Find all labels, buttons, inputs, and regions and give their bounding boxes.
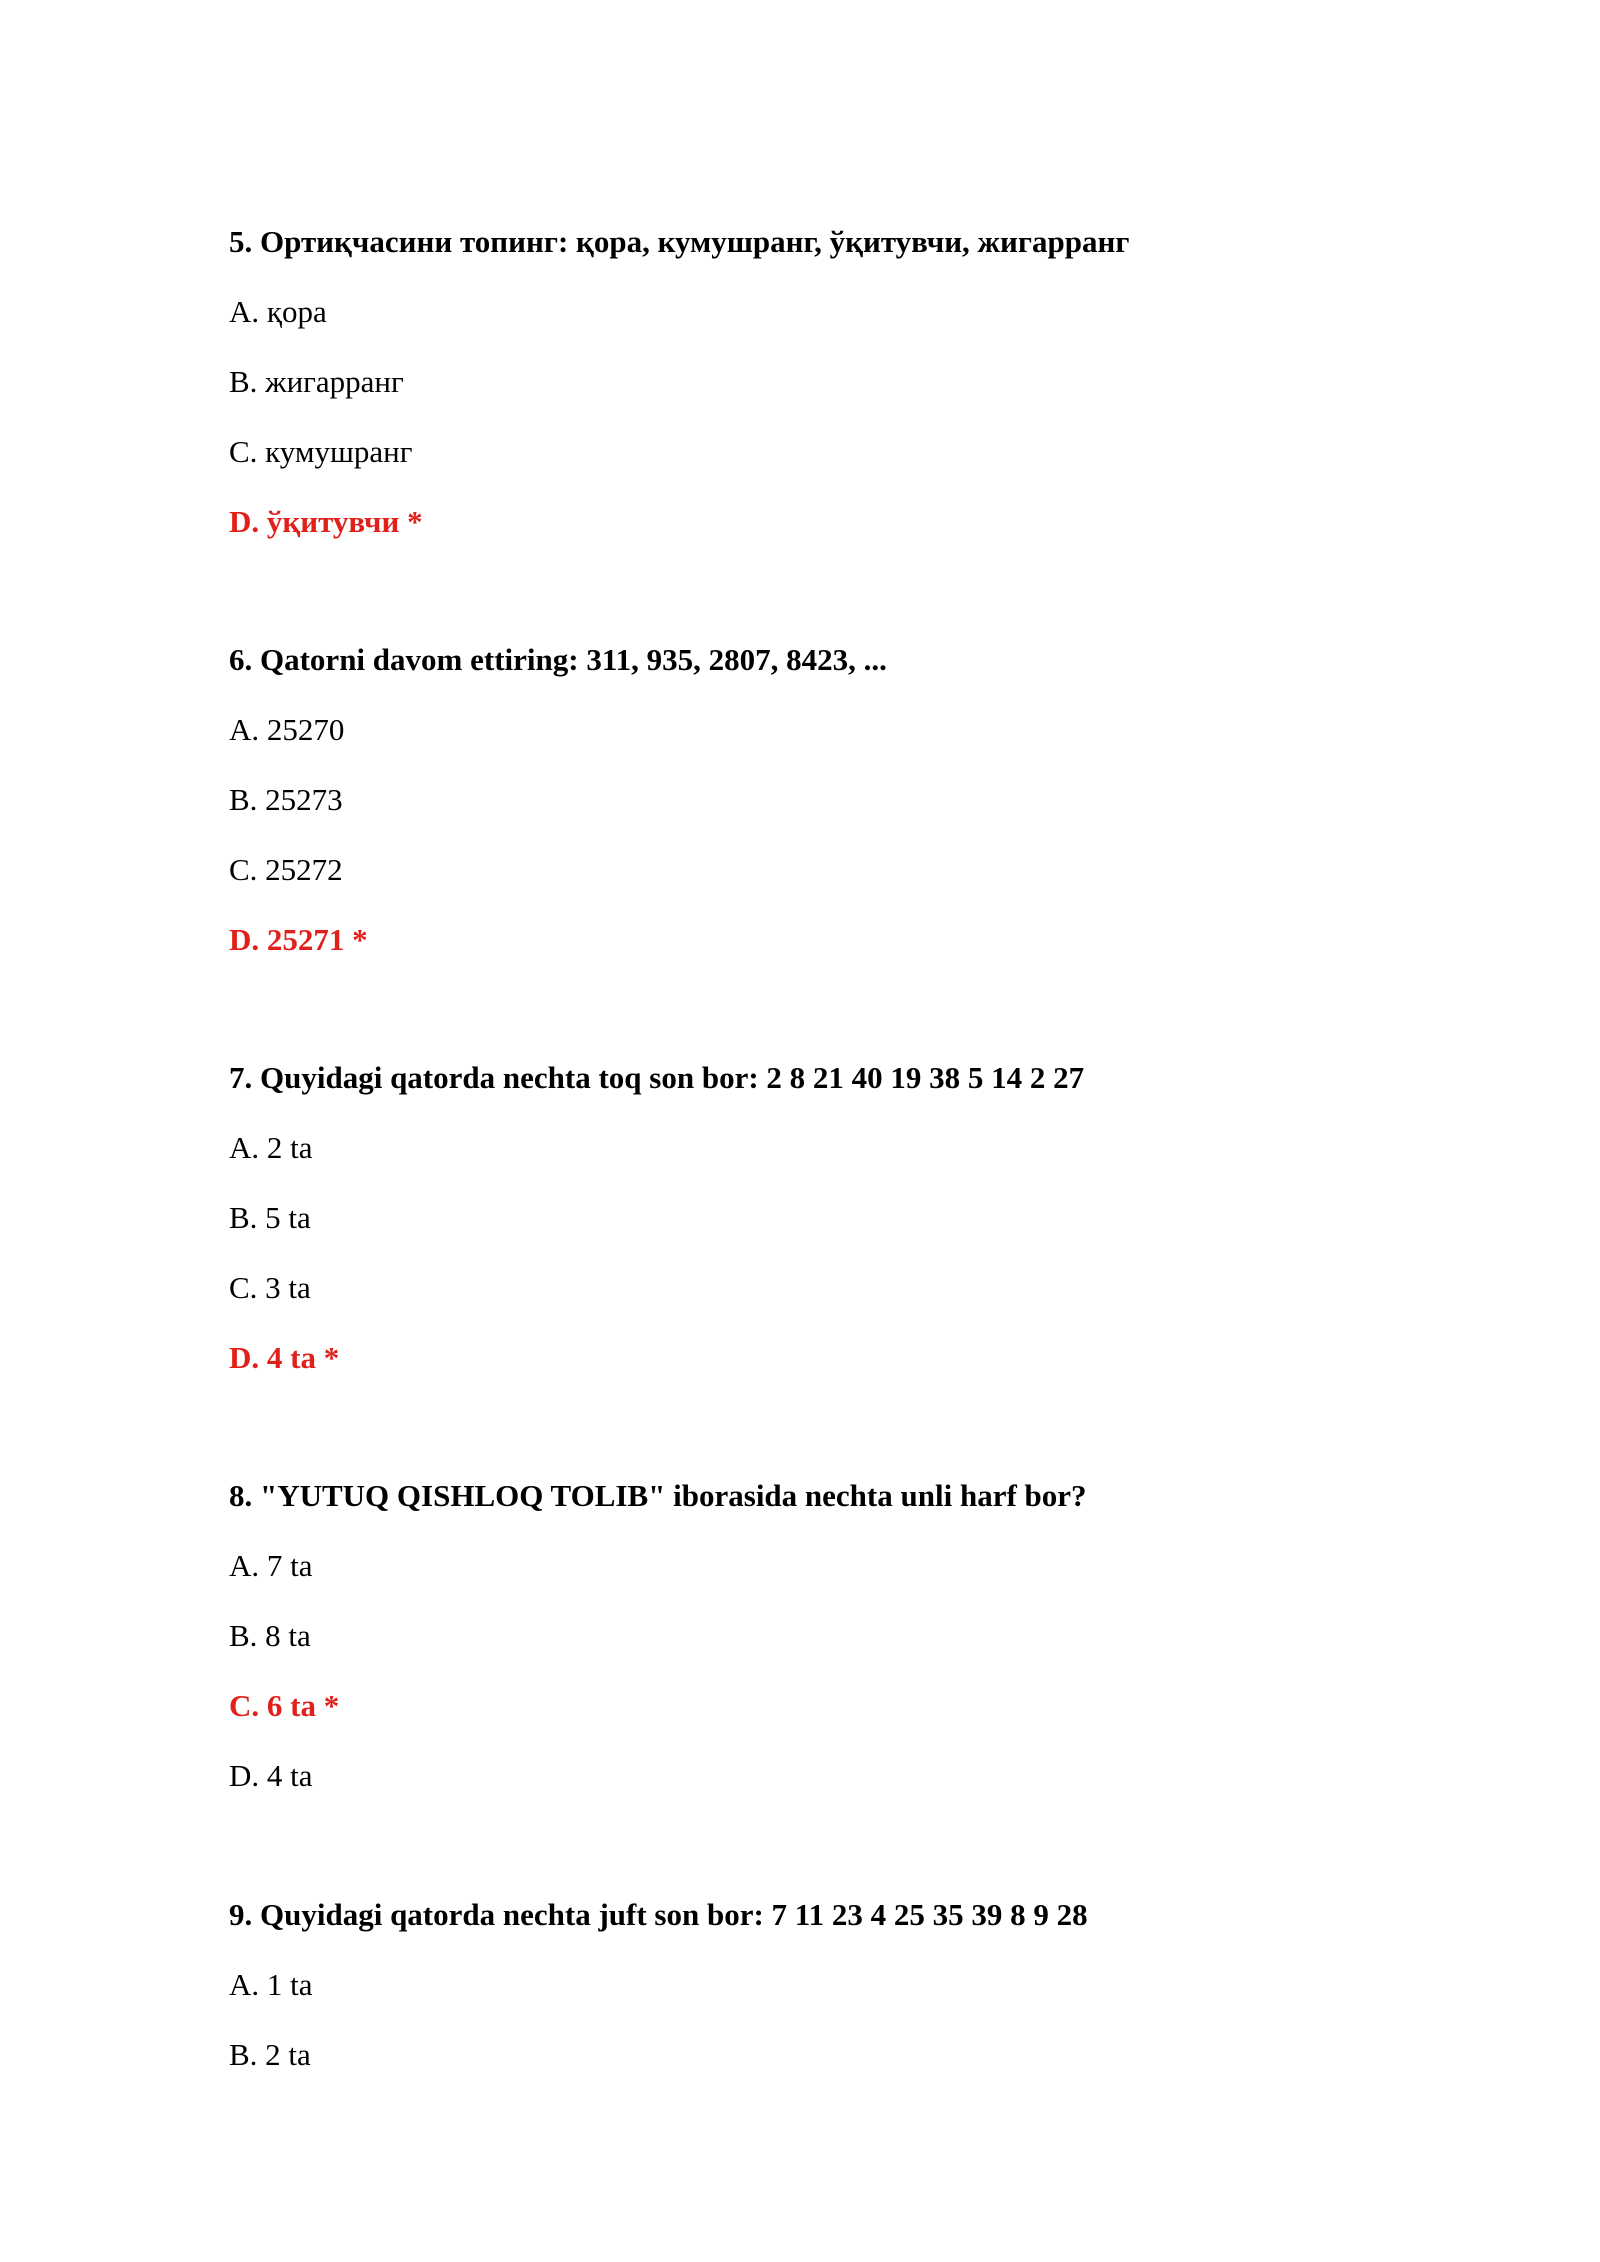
answer-option-d-correct: D. 4 ta * (229, 1340, 340, 1375)
question-block-9 (229, 1897, 1529, 2073)
question-block-7 (229, 1060, 1529, 1376)
question-text: 9. Quyidagi qatorda nechta juft son bor: 7 11 23 4 25 35 39 8 9 28 (229, 1897, 1088, 1932)
question-block-5 (229, 224, 1529, 540)
answer-option-d-correct: D. ўқитувчи * (229, 504, 423, 539)
answer-option-c: C. 25272 (229, 852, 343, 887)
answer-option-d: D. 4 ta (229, 1758, 313, 1793)
answer-option-a: A. қора (229, 294, 327, 329)
answer-option-a: A. 7 ta (229, 1548, 313, 1583)
question-block-6 (229, 642, 1529, 958)
answer-option-b: B. жигарранг (229, 364, 404, 399)
answer-option-c-correct: C. 6 ta * (229, 1688, 340, 1723)
question-block-8 (229, 1478, 1529, 1794)
answer-option-a: A. 25270 (229, 712, 345, 747)
question-text: 6. Qatorni davom ettiring: 311, 935, 2807, 8423, ... (229, 642, 887, 677)
answer-option-b: B. 25273 (229, 782, 343, 817)
answer-option-c: C. 3 ta (229, 1270, 311, 1305)
answer-option-b: B. 5 ta (229, 1200, 311, 1235)
answer-option-c: C. кумушранг (229, 434, 413, 469)
answer-option-a: A. 2 ta (229, 1130, 313, 1165)
answer-option-b: B. 8 ta (229, 1618, 311, 1653)
answer-option-d-correct: D. 25271 * (229, 922, 368, 957)
question-text: 5. Ортиқчасини топинг: қора, кумушранг, ўқитувчи, жигарранг (229, 224, 1130, 259)
answer-option-a: A. 1 ta (229, 1967, 313, 2002)
question-text: 8. "YUTUQ QISHLOQ TOLIB" iborasida nechta unli harf bor? (229, 1478, 1087, 1513)
answer-option-b: B. 2 ta (229, 2037, 311, 2072)
question-text: 7. Quyidagi qatorda nechta toq son bor: 2 8 21 40 19 38 5 14 2 27 (229, 1060, 1085, 1095)
